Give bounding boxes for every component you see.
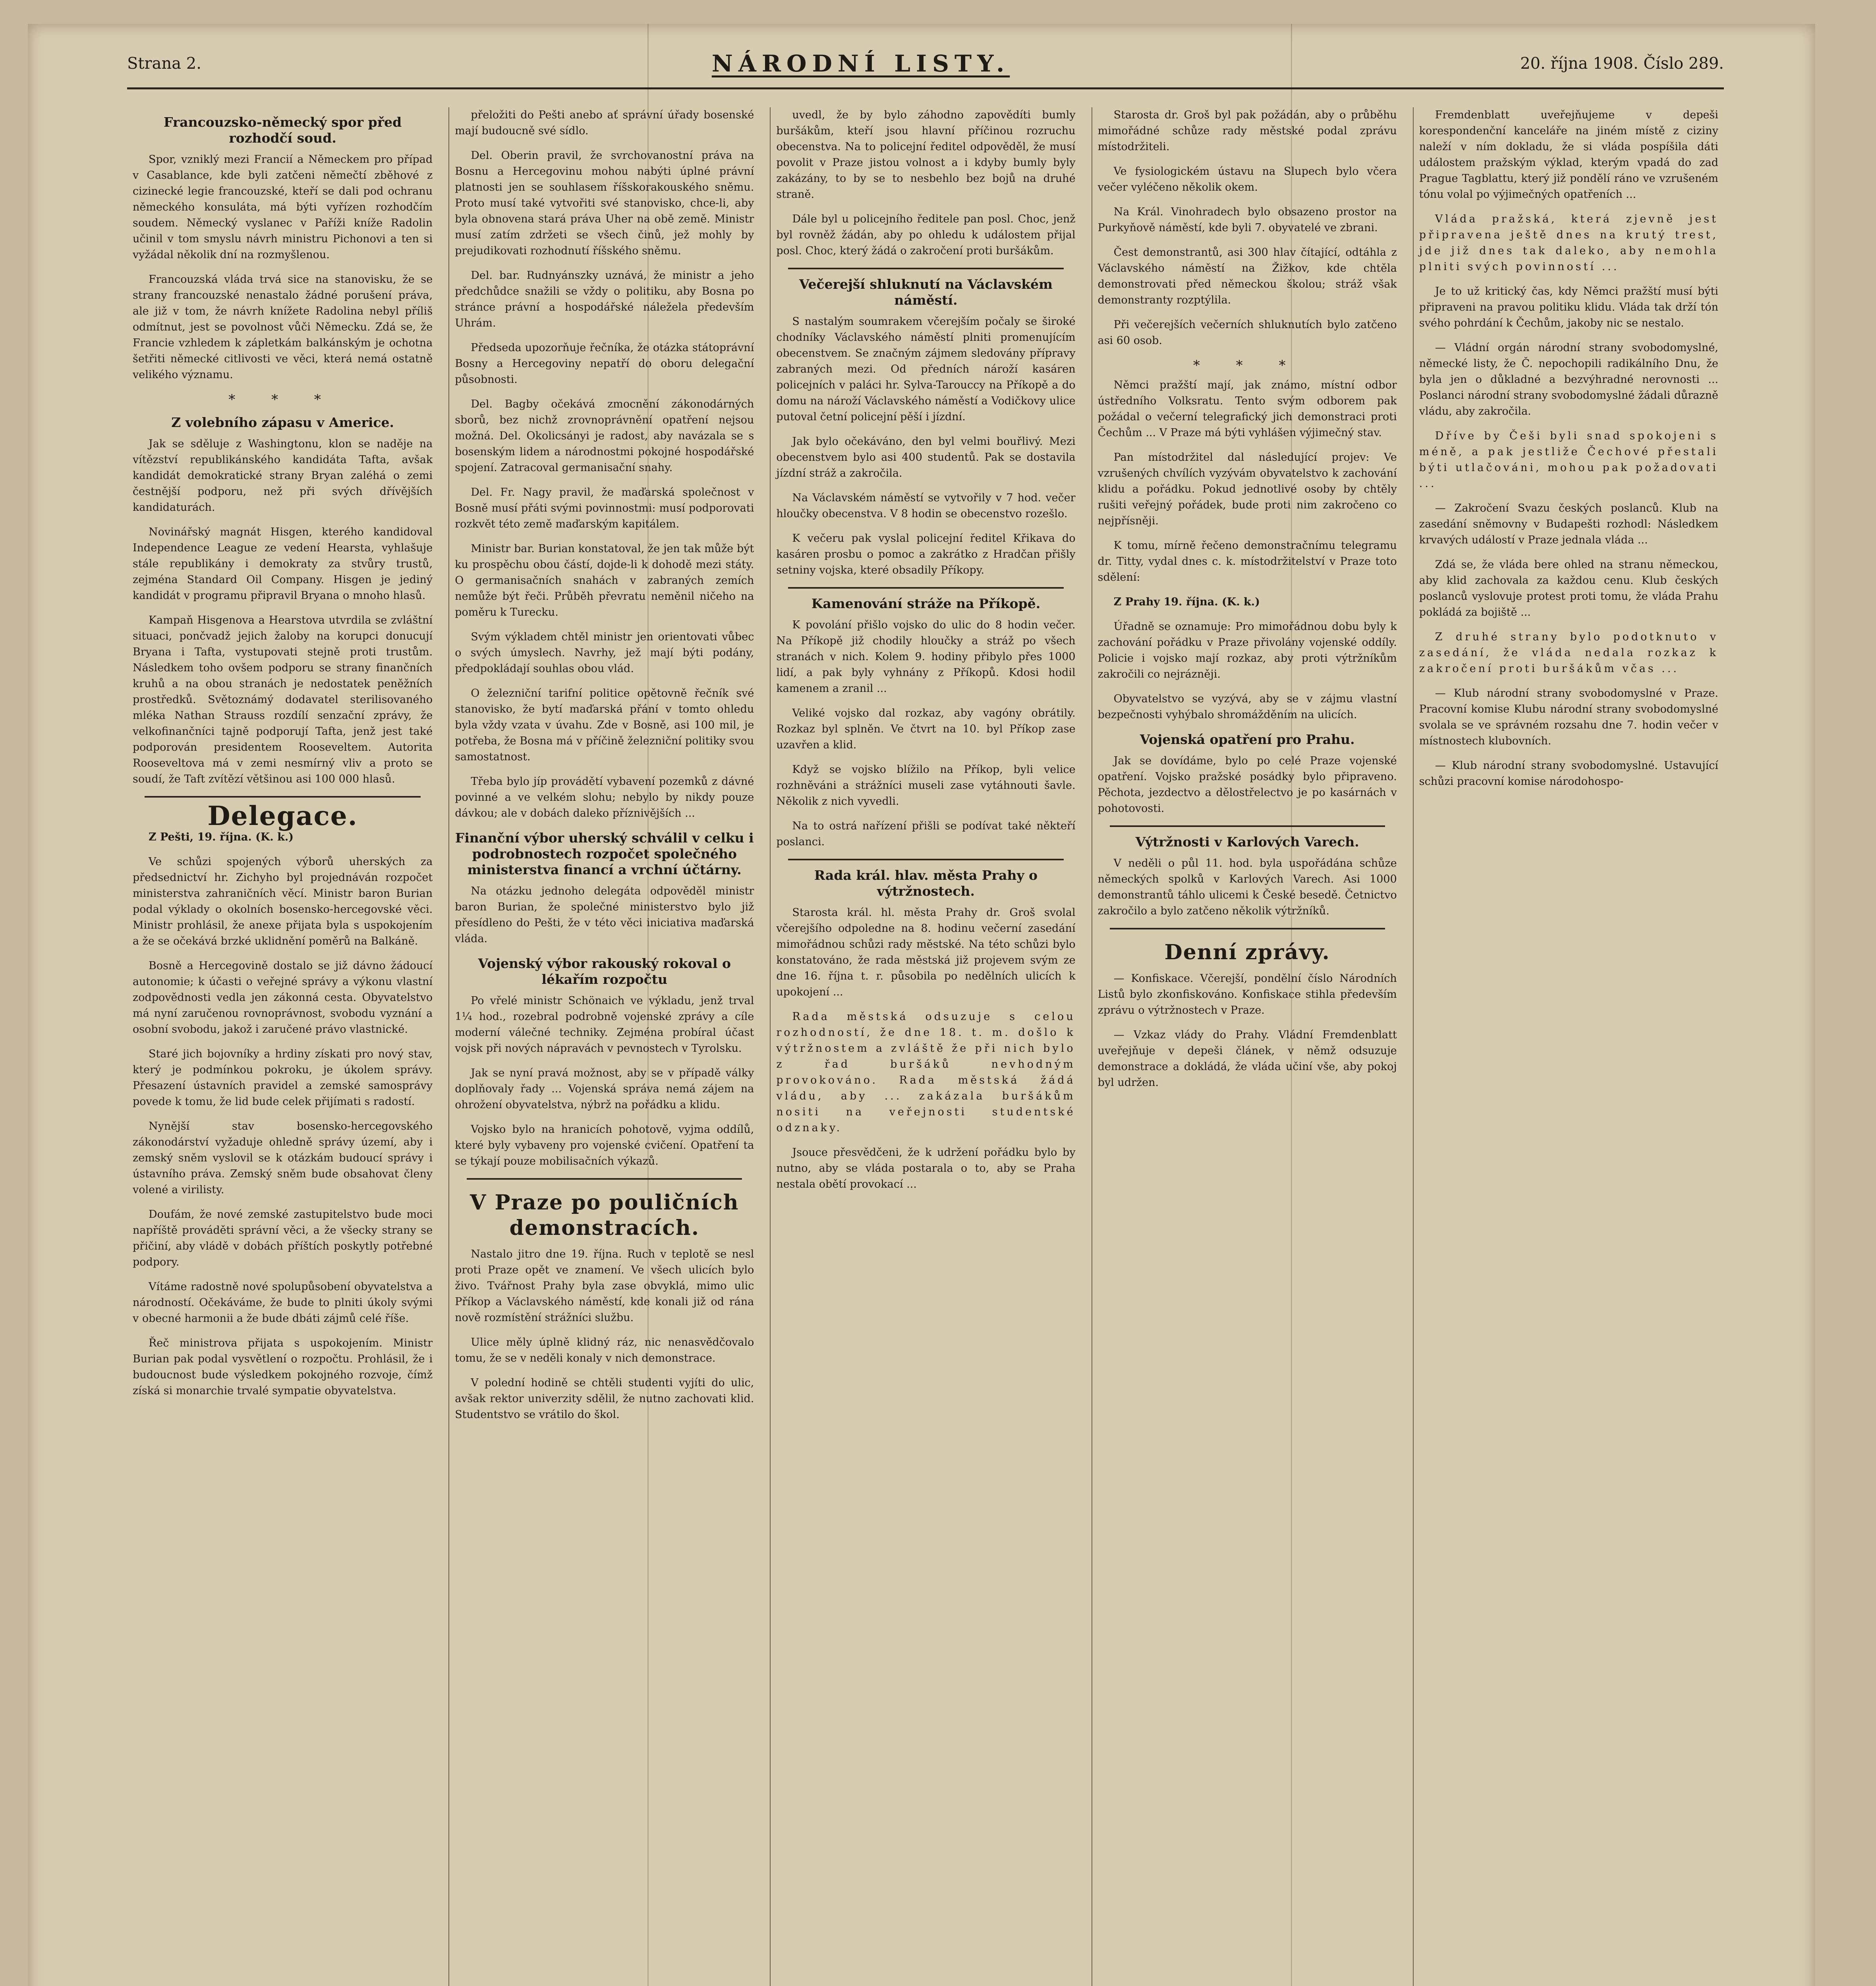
headline: Z volebního zápasu v Americe.: [171, 415, 394, 430]
headline: Kamenování stráže na Příkopě.: [811, 596, 1041, 611]
paragraph: Jak se dovídáme, bylo po celé Praze vojenské opatření. Vojsko pražské posádky bylo připraveno. Pěchota, jezdectvo a dělostřelectvo je po kasárnách v pohotovosti.: [1097, 755, 1397, 815]
headline: Výtržnosti v Karlových Varech.: [1135, 834, 1359, 850]
paragraph: K tomu, mírně řečeno demonstračnímu telegramu dr. Titty, vydal dnes c. k. místodržitelství v Praze toto sdělení:: [1097, 539, 1397, 583]
page-number: Strana 2.: [127, 54, 201, 73]
dateline: Z Pešti, 19. října. (K. k.): [149, 831, 294, 843]
divider: [788, 587, 1063, 589]
headline: Vojenská opatření pro Prahu.: [1140, 732, 1355, 747]
paragraph: Starosta dr. Groš byl pak požádán, aby o průběhu mimořádné schůze rady městské podal zprávu místodržiteli.: [1097, 109, 1397, 153]
paragraph: Del. Bagby očekává zmocnění zákonodárných sborů, bez nichž zrovnoprávnění opatření nejsou možná. Del. Okolicsányi je radost, aby navázala se s bosenským lidem a národnostmi pokojné hospodářské spojení. Zatracoval germanisační snahy.: [455, 398, 754, 474]
section-headline: V Praze po pouličních demonstracích.: [470, 1190, 739, 1240]
paragraph: Při večerejších večerních shluknutích bylo zatčeno asi 60 osob.: [1097, 319, 1397, 347]
paragraph: Del. bar. Rudnyánszky uznává, že ministr a jeho předchůdce snažili se vždy o politiku, aby Bosna po stránce právní a hospodářské náležela především Uhrám.: [455, 269, 754, 329]
dateline: Z Prahy 19. října. (K. k.): [1113, 596, 1260, 608]
paragraph: přeložiti do Pešti anebo ať správní úřady bosenské mají budoucně své sídlo.: [455, 109, 754, 137]
headline: Finanční výbor uherský schválil v celku i podrobnostech rozpočet společného ministerstva financí a vrchní účtárny.: [455, 830, 754, 877]
paragraph: Staré jich bojovníky a hrdiny získati pro nový stav, který je podmínkou pokroku, je úkolem správy. Přesazení ústavních pravidel a zemské samosprávy povede k tomu, že lid bude celek přijímati s radostí.: [133, 1048, 433, 1108]
paragraph: Předseda upozorňuje řečníka, že otázka státoprávní Bosny a Hercegoviny nepatří do oboru delegační působnosti.: [455, 342, 754, 386]
divider: [145, 796, 421, 798]
paragraph: O železniční tarifní politice opětovně řečník své stanovisko, že bytí maďarská přání v tomto ohledu byla vždy vzata v úvahu. Zde v Bosně, asi 100 mil, je potřeba, že Bosna má v příčině železniční politiky svou samostatnost.: [455, 687, 754, 763]
paragraph: Nastalo jitro dne 19. října. Ruch v teplotě se nesl proti Praze opět ve znamení. Ve všech ulicích bylo živo. Tvářnost Prahy byla zase obvyklá, mimo ulic Příkop a Václavského náměstí, kde konali již od rána nově rozmístění strážníci službu.: [455, 1248, 754, 1324]
column-5: [1413, 107, 1724, 1986]
paragraph: Řeč ministrova přijata s uspokojením. Ministr Burian pak podal vysvětlení o rozpočtu. Prohlásil, že i budoucnost bude výsledkem pokojného rozvoje, čímž získá si monarchie trvalé sympatie obyvatelstva.: [133, 1337, 433, 1397]
newspaper-title: NÁRODNÍ LISTY.: [711, 50, 1010, 77]
paragraph: Obyvatelstvo se vyzývá, aby se v zájmu vlastní bezpečnosti vyhýbalo shromážděním na ulicích.: [1097, 693, 1397, 721]
paragraph: Ve fysiologickém ústavu na Slupech bylo včera večer vyléčeno několik okem.: [1097, 165, 1397, 193]
divider: [1110, 825, 1385, 827]
paragraph: Vítáme radostně nové spolupůsobení obyvatelstva a národností. Očekáváme, že bude to plniti úkoly svými v obecné harmonii a že bude dbáti zájmů celé říše.: [133, 1281, 433, 1325]
paragraph: K večeru pak vyslal policejní ředitel Křikava do kasáren prosbu o pomoc a zakrátko z Hradčan přišly setniny vojska, které obsadily Příkopy.: [776, 532, 1076, 576]
headline: Francouzsko-německý spor před rozhodčí soud.: [163, 114, 402, 146]
column-1: [127, 107, 438, 1986]
paragraph: V neděli o půl 11. hod. byla uspořádána schůze německých spolků v Karlových Varech. Asi 1000 demonstrantů táhlo ulicemi k České besedě. Četnictvo zakročilo a bylo zatčeno několik výtržníků.: [1097, 857, 1397, 917]
paragraph: Zdá se, že vláda bere ohled na stranu německou, aby klid zachovala za každou cenu. Klub českých poslanců vyslovuje protest proti tomu, že vláda Prahu pokládá za bojiště ...: [1419, 558, 1718, 618]
section-separator: * * *: [1193, 357, 1302, 373]
paragraph: Dříve by Češi byli snad spokojeni s méně, a pak jestliže Čechové přestali býti utlačováni, mohou pak požadovati ...: [1419, 430, 1718, 490]
paragraph: Na Král. Vinohradech bylo obsazeno prostor na Purkyňově náměstí, kde byli 7. obyvatelé ve zbrani.: [1097, 206, 1397, 234]
paragraph: Dále byl u policejního ředitele pan posl. Choc, jenž byl rovněž žádán, aby po ohledu k událostem přijal posl. Choc, který žádá o zakročení proti buršákům.: [776, 213, 1076, 257]
section-separator: * * *: [228, 392, 337, 408]
paragraph: Pan místodržitel dal následující projev: Ve vzrušených chvílích vyzývám obyvatelstvo k zachování klidu a pořádku. Pokud jednotlivé osoby by chtěly rušiti veřejný pořádek, bude proti nim zakročeno co nejpřísněji.: [1097, 451, 1397, 527]
paragraph: Novinářský magnát Hisgen, kterého kandidoval Independence League ze vedení Hearsta, vyhlašuje stále republikány i demokraty za stvůry trustů, zejména Standard Oil Company. Hisgen je jediný kandidát v programu připravil Bryana o mnoho hlasů.: [133, 526, 433, 602]
newspaper-page: [28, 24, 1815, 1986]
divider: [467, 1178, 742, 1180]
paragraph: S nastalým soumrakem včerejším počaly se široké chodníky Václavského náměstí plniti promenujícím obecenstvem. Se značným zájmem sledovány přípravy zabraných mezi. Od předních nároží kasáren policejních v paláci hr. Sylva-Tarouccy na Příkopě a do domu na nároží Václavského náměstí a Vodičkovy ulice putoval četní policejní pěší i jízdní.: [776, 315, 1076, 423]
paragraph: Svým výkladem chtěl ministr jen orientovati vůbec o svých úmyslech. Navrhy, jež mají býti podány, předpokládají souhlas obou vlád.: [455, 631, 754, 675]
divider: [788, 859, 1063, 860]
paragraph: Rada městská odsuzuje s celou rozhodností, že dne 18. t. m. došlo k výtržnostem a zvláště že při nich bylo z řad buršáků nevhodným provokováno. Rada městská žádá vládu, aby ... zakázala buršákům nositi na veřejnosti studentské odznaky.: [776, 1010, 1076, 1134]
issue-date: 20. října 1908. Číslo 289.: [1520, 54, 1724, 73]
paragraph: Francouzská vláda trvá sice na stanovisku, že se strany francouzské nenastalo žádné porušení práva, ale již v tom, že návrh knížete Radolina nebyl příliš odmítnut, jest se povolnost vůči Německu. Zdá se, že Francie vzhledem k zápletkám balkánským je ochotna šetřiti německé citlivosti ve věci, která nemá ostatně velikého významu.: [133, 273, 433, 381]
paragraph: Doufám, že nové zemské zastupitelstvo bude moci napříště prováděti správní věci, a že všecky strany se přičiní, aby vládě v dobách příštích poskytly potřebné podpory.: [133, 1208, 433, 1268]
paragraph: Veliké vojsko dal rozkaz, aby vagóny obrátily. Rozkaz byl splněn. Ve čtvrt na 10. byl Příkop zase uzavřen a klid.: [776, 707, 1076, 751]
paragraph: Třeba bylo jíp provádětí vybavení pozemků z dávné povinné a ve velkém slohu; nebylo by nikdy pouze dávkou; ale v dobách daleko příznivějších ...: [455, 775, 754, 819]
headline: Vojenský výbor rakouský rokoval o lékařím rozpočtu: [478, 956, 731, 987]
section-headline: Denní zprávy.: [1164, 940, 1330, 964]
section-headline: Delegace.: [207, 800, 358, 831]
paragraph: Ulice měly úplně klidný ráz, nic nenasvědčovalo tomu, že se v neděli konaly v nich demonstrace.: [455, 1336, 754, 1364]
paragraph: — Klub národní strany svobodomyslné. Ustavující schůzi pracovní komise národohospo-: [1419, 759, 1718, 788]
paragraph: Starosta král. hl. města Prahy dr. Groš svolal včerejšího odpoledne na 8. hodinu večerní zasedání mimořádnou schůzi rady městské. Na této schůzi bylo konstatováno, že rada městská již projevem svým ze dne 16. října t. r. působila po nedělních ulicích k upokojení ...: [776, 906, 1076, 998]
headline: Večerejší shluknutí na Václavském náměstí.: [799, 276, 1053, 308]
masthead: [127, 40, 1724, 89]
paragraph: — Vládní orgán národní strany svobodomyslné, německé listy, že Č. nepochopili radikálního Dnu, že byla jen o důkladné a bezvýhradné nerovnosti ... Poslanci národní strany svobodomyslné žádali důrazně vládu, aby zakročila.: [1419, 342, 1718, 417]
paragraph: Když se vojsko blížilo na Příkop, byli velice rozhněváni a strážníci museli zase vytáhnouti šavle. Několik z nich vyvedli.: [776, 763, 1076, 808]
paragraph: Úřadně se oznamuje: Pro mimořádnou dobu byly k zachování pořádku v Praze přivolány vojenské oddíly. Policie i vojsko mají rozkaz, aby proti výtržníkům zakročili co nejrázněji.: [1097, 620, 1397, 680]
paragraph: Spor, vzniklý mezi Francií a Německem pro případ v Casablance, kde byli zatčeni němečtí zběhové z cizinecké legie francouzské, kteří se dali pod ochranu německého konsuláta, má býti vyřízen rozhodčím soudem. Německý vyslanec v Paříži kníže Radolin učinil v tom smyslu návrh ministru Pichonovi a ten si vyžádal několik dní na rozmyšlenou.: [133, 153, 433, 261]
paragraph: Němci pražští mají, jak známo, místní odbor ústředního Volksratu. Tento svým odborem pak požádal o večerní telegrafický jich demonstraci proti Čechům ... V Praze má býti vyhlášen výjimečný stav.: [1097, 379, 1397, 439]
paragraph: Ve schůzi spojených výborů uherských za předsednictví hr. Zichyho byl projednáván rozpočet ministerstva zahraničních věcí. Ministr baron Burian podal výklady o okolních bosensko-hercegovské věci. Ministr prohlásil, že anexe přijata byla s uspokojením a že se očekává brzké uklidnění poměrů na Balkáně.: [133, 856, 433, 947]
paragraph: uvedl, že by bylo záhodno zapovědíti bumly buršákům, kteří jsou hlavní příčinou rozruchu obecenstva. Na to policejní ředitel odpověděl, že musí povolit v Praze jistou volnost a i kdyby bumly byly zakázány, to by se to nesbehlo bez bojů na druhé straně.: [776, 109, 1076, 201]
paragraph: Po vřelé ministr Schönaich ve výkladu, jenž trval 1¼ hod., rozebral podrobně vojenské zprávy a cíle moderní válečné techniky. Zejména probíral účast vojsk při nových nápravách v pevnostech v Tyrolsku.: [455, 995, 754, 1055]
divider: [1110, 928, 1385, 929]
paragraph: Čest demonstrantů, asi 300 hlav čítající, odtáhla z Václavského náměstí na Žižkov, kde chtěla demonstrovati před německou školou; stráž však demonstranty rozptýlila.: [1097, 246, 1397, 306]
paragraph: Jsouce přesvědčeni, že k udržení pořádku bylo by nutno, aby se vláda postarala o to, aby se Praha nestala obětí provokací ...: [776, 1146, 1076, 1190]
paragraph: Z druhé strany bylo podotknuto v zasedání, že vláda nedala rozkaz k zakročení proti buršákům včas ...: [1419, 631, 1718, 675]
column-4: [1092, 107, 1403, 1986]
column-2: [448, 107, 759, 1986]
paragraph: Na to ostrá nařízení přišli se podívat také někteří poslanci.: [776, 820, 1076, 848]
divider: [788, 268, 1063, 269]
headline: Rada král. hlav. města Prahy o výtržnostech.: [814, 867, 1038, 899]
paragraph: — Klub národní strany svobodomyslné v Praze. Pracovní komise Klubu národní strany svobodomyslné svolala se ve správném rozsahu dne 7. hodin večer v místnostech klubovních.: [1419, 687, 1718, 747]
paragraph: — Vzkaz vlády do Prahy. Vládní Fremdenblatt uveřejňuje v depeši článek, v němž odsuzuje demonstrace a dokládá, že vláda učiní vše, aby pokoj byl udržen.: [1097, 1029, 1397, 1089]
paragraph: Ministr bar. Burian konstatoval, že jen tak může být ku prospěchu obou částí, dojde-li k dohodě mezi státy. O germanisačních snahách v zabraných zemích nemůže být řeči. Průběh převratu neměnil ničeho na poměru k Turecku.: [455, 543, 754, 618]
paragraph: Je to už kritický čas, kdy Němci pražští musí býti připraveni na pravou politiku klidu. Vláda tak drží tón svého pohrdání k Čechům, jakoby nic se nestalo.: [1419, 285, 1718, 329]
paragraph: — Konfiskace. Včerejší, pondělní číslo Národních Listů bylo zkonfiskováno. Konfiskace stihla především zprávu o výtržnostech v Praze.: [1097, 972, 1397, 1016]
paragraph: K povolání přišlo vojsko do ulic do 8 hodin večer. Na Příkopě již chodily hloučky a stráž po všech stranách v nich. Kolem 9. hodiny přibylo přes 1000 lidí, a pak byly vyhnány z Příkopů. Kdosi hodil kamenem a zranil ...: [776, 619, 1076, 695]
paragraph: Jak se sděluje z Washingtonu, klon se naděje na vítězství republikánského kandidáta Tafta, avšak kandidát demokratické strany Bryan zaléhá o zemi čestnější podporu, než při svých dřívějších kandidaturách.: [133, 438, 433, 514]
paragraph: Na Václavském náměstí se vytvořily v 7 hod. večer hloučky obecenstva. V 8 hodin se obecenstvo rozešlo.: [776, 492, 1076, 520]
paragraph: Del. Oberin pravil, že svrchovanostní práva na Bosnu a Hercegovinu mohou nabýti úplné právní platnosti jen se souhlasem říšskorakouského sněmu. Proto musí také vytvořiti své stanovisko, chce-li, aby byla obnovena stará práva Uher na obě země. Ministr musí zatím zdržeti se všech činů, jež mohly by prejudikovati rozhodnutí říšského sněmu.: [455, 149, 754, 257]
column-3: [770, 107, 1081, 1986]
article-columns: [127, 107, 1724, 1986]
paragraph: Bosně a Hercegovině dostalo se již dávno žádoucí autonomie; k účasti o veřejné správy a výkonu vlastní zodpovědnosti vedla jen zákonná cesta. Obyvatelstvo má nyní zaručenou rovnoprávnost, svobodu vyznání a osobní svobodu, jakož i zaručené právo vlastnické.: [133, 960, 433, 1036]
paragraph: — Zakročení Svazu českých poslanců. Klub na zasedání sněmovny v Budapešti rozhodl: Následkem krvavých událostí v Praze jednala vláda ...: [1419, 502, 1718, 546]
paragraph: Nynější stav bosensko-hercegovského zákonodárství vyžaduje ohledně správy území, aby i zemský sněm vyslovil se k otázkám budoucí správy i ústavního práva. Zemský sněm bude obsahovat členy volené a virilisty.: [133, 1120, 433, 1196]
paragraph: Jak bylo očekáváno, den byl velmi bouřlivý. Mezi obecenstvem bylo asi 400 studentů. Pak se dostavila jízdní stráž a zakročila.: [776, 435, 1076, 479]
paragraph: Del. Fr. Nagy pravil, že maďarská společnost v Bosně musí přáti svými povinnostmi: musí podporovati rozkvět této země maďarským kapitálem.: [455, 486, 754, 530]
paragraph: Jak se nyní pravá možnost, aby se v případě války doplňovaly řady ... Vojenská správa nemá zájem na ohrožení obyvatelstva, nýbrž na pořádku a klidu.: [455, 1067, 754, 1111]
paragraph: Vojsko bylo na hranicích pohotově, vyjma oddílů, které byly vybaveny pro vojenské cvičení. Opatření ta se týkají pouze mobilisačních výkazů.: [455, 1123, 754, 1167]
paragraph: Vláda pražská, která zjevně jest připravena ještě dnes na krutý trest, jde již dnes tak daleko, aby nemohla plniti svých povinností ...: [1419, 213, 1718, 273]
paragraph: V polední hodině se chtěli studenti vyjíti do ulic, avšak rektor univerzity sdělil, že nutno zachovati klid. Studentstvo se vrátilo do škol.: [455, 1377, 754, 1421]
paragraph: Kampaň Hisgenova a Hearstova utvrdila se zvláštní situaci, pončvadž jejich žaloby na korupci donucují Bryana i Tafta, vystupovati stejně proti trustům. Následkem toho ovšem podporu se strany finančních kruhů a na obou stranách je nedostatek peněžních prostředků. Světoznámý dodavatel sterilisovaného mléka Nathan Strauss rozdílí senzační zprávy, že velkofinančníci tajně podporují Tafta, jenž jest také podporován presidentem Rooseveltem. Autorita Rooseveltova má v zemi nesmírný vliv a proto se soudí, že Taft zvítězí většinou asi 100 000 hlasů.: [133, 614, 433, 785]
paragraph: Fremdenblatt uveřejňujeme v depeši korespondenční kanceláře na jiném místě z ciziny naleží v ním dokladu, že si vláda pospíšila dáti událostem pražským výklad, kterým vpadá do zad Prague Tagblattu, který již pondělí ráno ve vzrušeném tónu volal po výjimečných opatřeních ...: [1419, 109, 1718, 201]
paragraph: Na otázku jednoho delegáta odpověděl ministr baron Burian, že společné ministerstvo bylo již přesídleno do Pešti, že v této věci iniciativa maďarská vláda.: [455, 885, 754, 945]
